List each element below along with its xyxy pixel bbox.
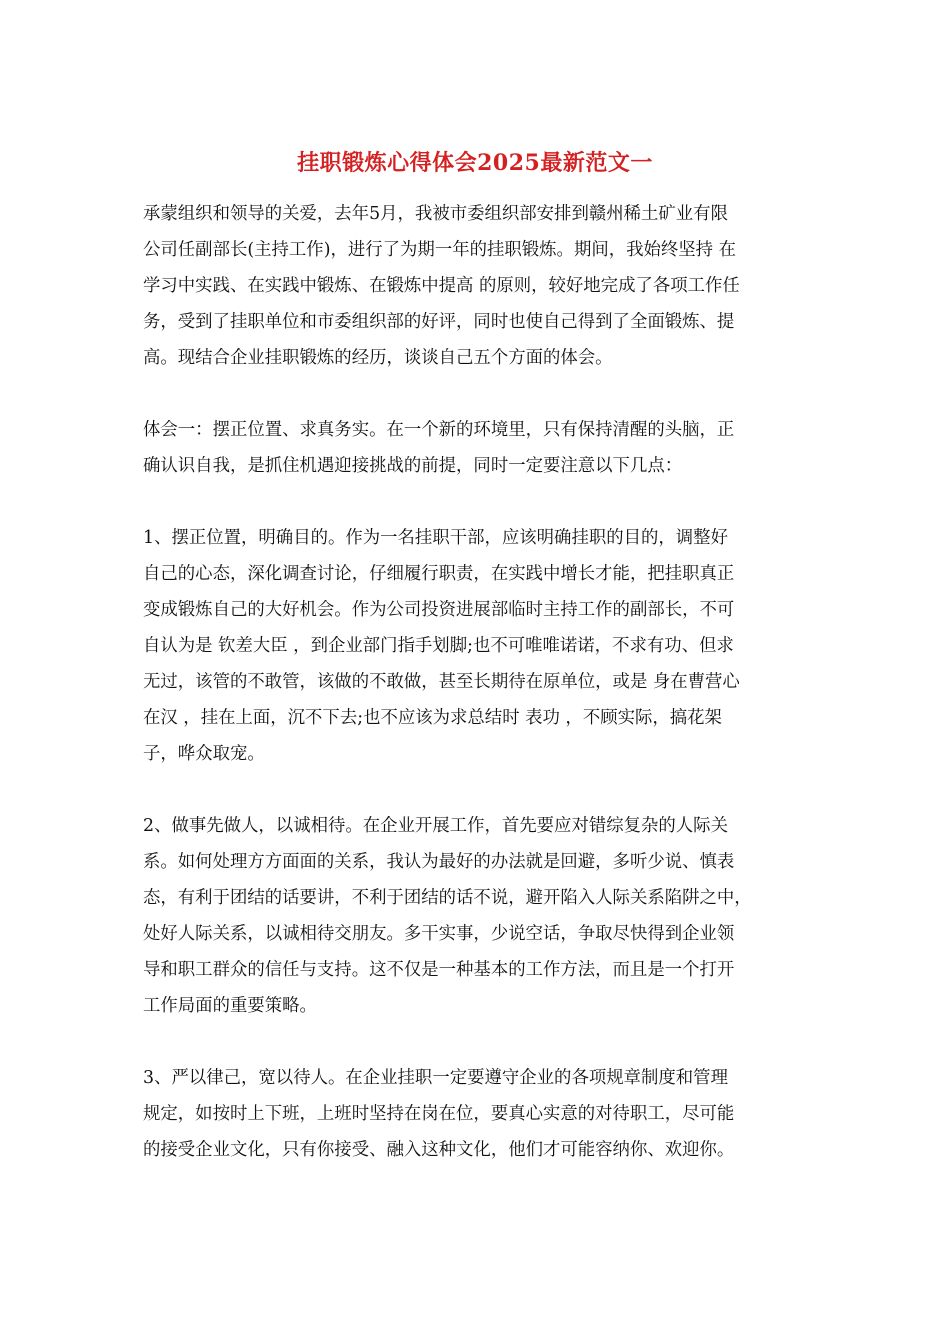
paragraph-line: 工作局面的重要策略。 <box>143 996 317 1016</box>
paragraph-intro <box>143 196 811 376</box>
paragraph-point-one <box>143 520 811 772</box>
document-body <box>143 196 811 1168</box>
paragraph-gap <box>143 484 811 520</box>
paragraph-line: 体会一：摆正位置、求真务实。在一个新的环境里，只有保持清醒的头脑，正 <box>143 420 735 440</box>
paragraph-gap <box>143 1024 811 1060</box>
paragraph-line: 3、严以律己，宽以待人。在企业挂职一定要遵守企业的各项规章制度和管理 <box>143 1068 728 1088</box>
paragraph-line: 承蒙组织和领导的关爱，去年5月，我被市委组织部安排到赣州稀土矿业有限 <box>143 204 728 224</box>
paragraph-insight-one <box>143 412 811 484</box>
paragraph-line: 自认为是 钦差大臣 ，到企业部门指手划脚;也不可唯唯诺诺，不求有功、但求 <box>143 636 734 656</box>
paragraph-line: 处好人际关系，以诚相待交朋友。多干实事，少说空话，争取尽快得到企业领 <box>143 924 735 944</box>
paragraph-line: 无过，该管的不敢管，该做的不敢做，甚至长期待在原单位，或是 身在曹营心 <box>143 672 740 692</box>
paragraph-line: 确认识自我，是抓住机遇迎接挑战的前提，同时一定要注意以下几点： <box>143 456 683 476</box>
paragraph-line: 态，有利于团结的话要讲，不利于团结的话不说，避开陷入人际关系陷阱之中， <box>143 888 752 908</box>
paragraph-line: 规定，如按时上下班，上班时坚持在岗在位，要真心实意的对待职工，尽可能 <box>143 1104 735 1124</box>
paragraph-line: 2、做事先做人，以诚相待。在企业开展工作，首先要应对错综复杂的人际关 <box>143 816 728 836</box>
paragraph-line: 系。如何处理方方面面的关系，我认为最好的办法就是回避，多听少说、慎表 <box>143 852 735 872</box>
paragraph-line: 1、摆正位置，明确目的。作为一名挂职干部，应该明确挂职的目的，调整好 <box>143 528 728 548</box>
paragraph-point-two <box>143 808 811 1024</box>
document-title: 挂职锻炼心得体会2025最新范文一 <box>297 150 653 176</box>
paragraph-point-three <box>143 1060 811 1168</box>
paragraph-line: 学习中实践、在实践中锻炼、在锻炼中提高 的原则，较好地完成了各项工作任 <box>143 276 740 296</box>
paragraph-gap <box>143 772 811 808</box>
paragraph-line: 变成锻炼自己的大好机会。作为公司投资进展部临时主持工作的副部长，不可 <box>143 600 735 620</box>
paragraph-line: 高。现结合企业挂职锻炼的经历，谈谈自己五个方面的体会。 <box>143 348 613 368</box>
paragraph-line: 公司任副部长(主持工作)，进行了为期一年的挂职锻炼。期间，我始终坚持 在 <box>143 240 736 260</box>
paragraph-line: 子，哗众取宠。 <box>143 744 265 764</box>
paragraph-line: 导和职工群众的信任与支持。这不仅是一种基本的工作方法，而且是一个打开 <box>143 960 735 980</box>
paragraph-line: 在汉 ，挂在上面，沉不下去;也不应该为求总结时 表功 ，不顾实际，搞花架 <box>143 708 722 728</box>
paragraph-line: 的接受企业文化，只有你接受、融入这种文化，他们才可能容纳你、欢迎你。 <box>143 1140 735 1160</box>
paragraph-gap <box>143 376 811 412</box>
paragraph-line: 务，受到了挂职单位和市委组织部的好评，同时也使自己得到了全面锻炼、提 <box>143 312 735 332</box>
paragraph-line: 自己的心态，深化调查讨论，仔细履行职责，在实践中增长才能，把挂职真正 <box>143 564 735 584</box>
